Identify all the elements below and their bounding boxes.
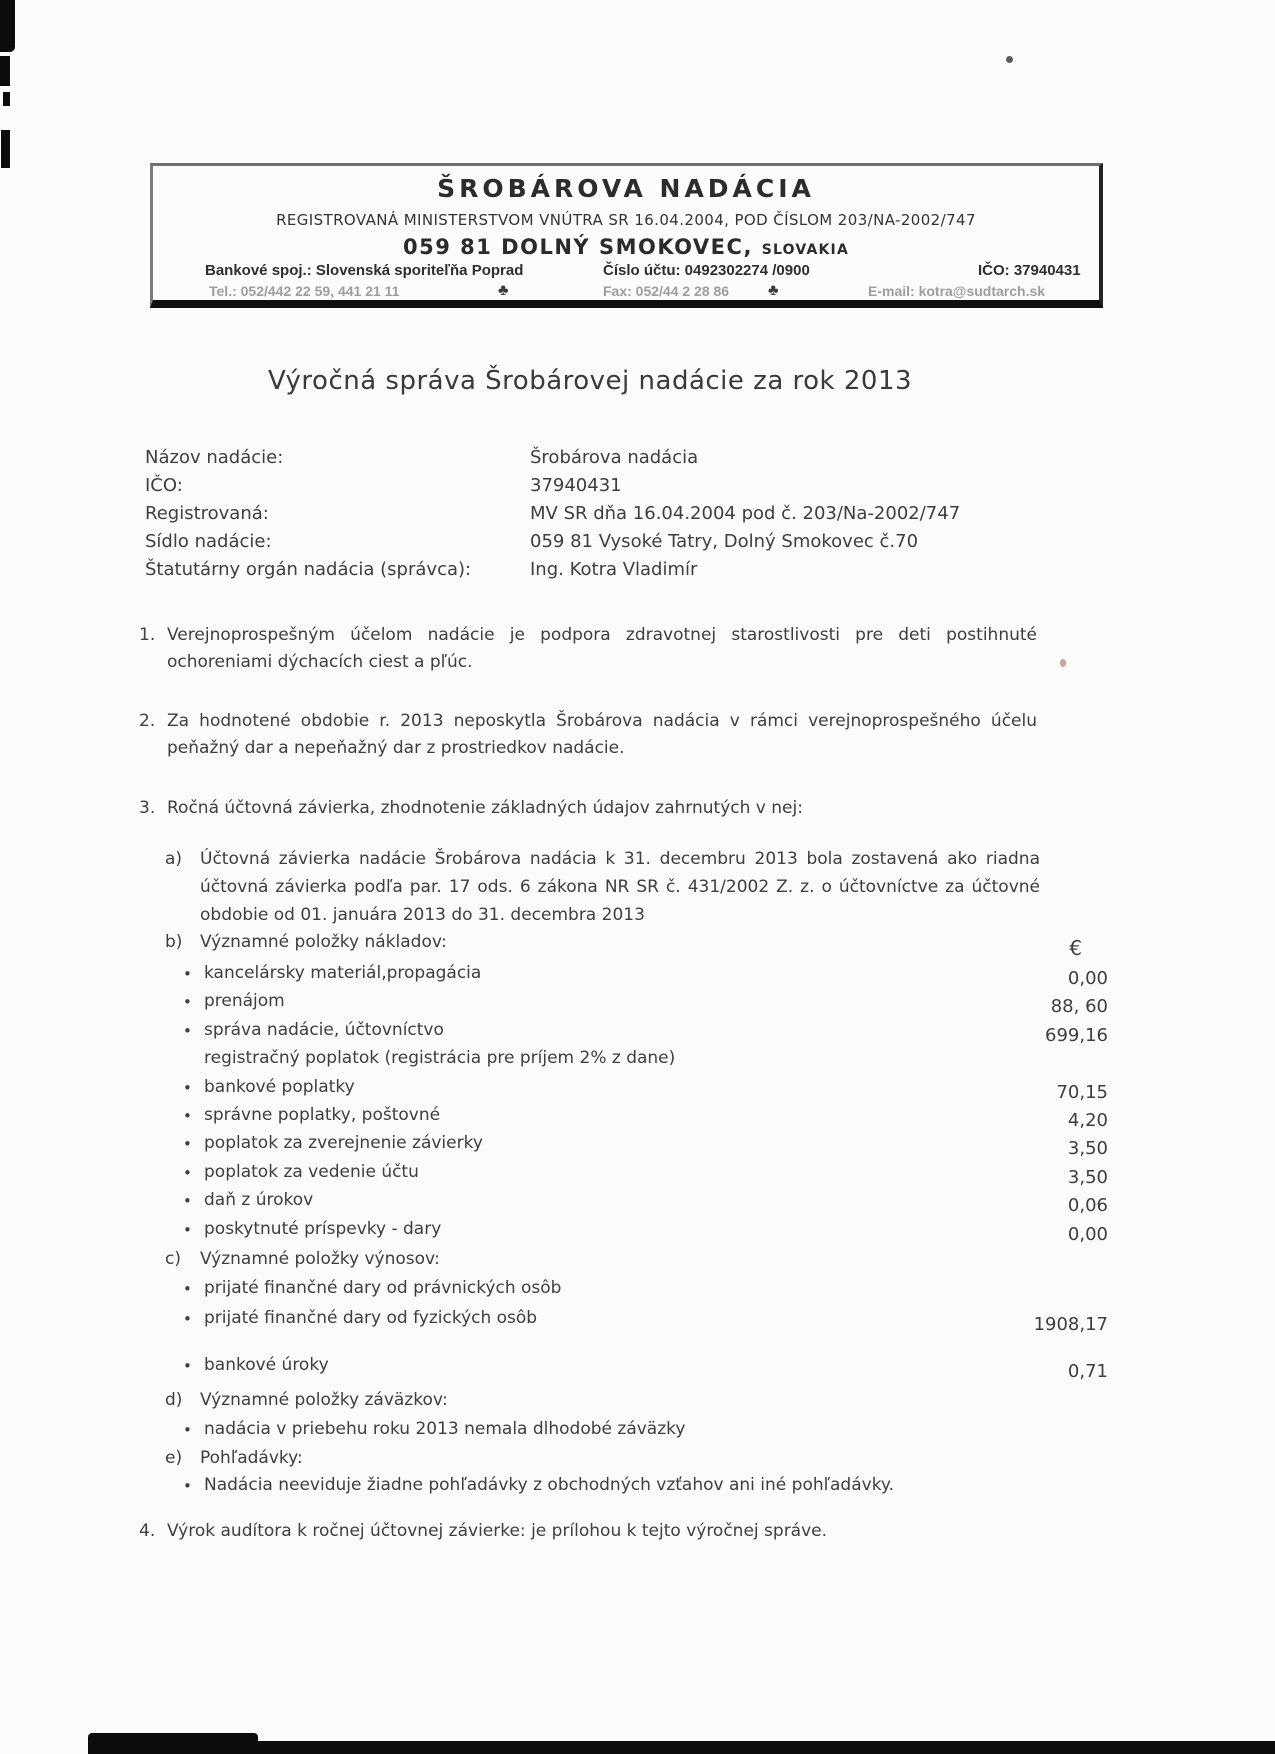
sub-item-c: [165, 1245, 1108, 1273]
bullet-icon: •: [183, 1357, 192, 1375]
bank-info: Bankové spoj.: Slovenská sporiteľňa Poprad: [205, 262, 524, 279]
sub-item-b: [165, 928, 1108, 960]
bullet-icon: •: [183, 1163, 192, 1182]
scan-speck-pink: [1060, 659, 1066, 667]
cost-row: [183, 1017, 1108, 1045]
bullet-icon: •: [183, 965, 192, 983]
account-info: Číslo účtu: 0492302274 /0900: [603, 262, 810, 279]
info-row: [145, 500, 1090, 528]
cost-value: 0,00: [1067, 1223, 1108, 1245]
cost-value: 3,50: [1067, 1166, 1108, 1188]
revenue-row: [183, 1305, 1108, 1335]
item-text: Ročná účtovná závierka, zhodnotenie základných údajov zahrnutých v nej:: [167, 798, 803, 818]
bullet-icon: •: [183, 1220, 192, 1239]
scan-artifact: [0, 0, 15, 52]
sub-item-d: [165, 1386, 1040, 1414]
sub-item-e-bullet: [183, 1472, 1083, 1499]
cost-label: poplatok za zverejnenie závierky: [204, 1133, 483, 1154]
address-line: [153, 235, 1099, 259]
info-row: [145, 444, 1090, 472]
cost-value: 3,50: [1067, 1138, 1108, 1160]
bullet-icon: •: [183, 1477, 192, 1495]
cost-label: bankové poplatky: [204, 1076, 355, 1097]
info-value: Ing. Kotra Vladimír: [530, 559, 698, 580]
list-item-3: [139, 795, 1037, 822]
sub-title: Významné položky výnosov:: [200, 1249, 440, 1269]
revenue-value: 0,71: [1067, 1361, 1108, 1382]
org-name: ŠROBÁROVA NADÁCIA: [437, 174, 815, 203]
cost-row: [183, 1045, 1108, 1073]
info-label: Registrovaná:: [145, 503, 269, 524]
sub-title: Významné položky nákladov:: [200, 932, 447, 952]
revenue-label: prijaté finančné dary od právnických osôb: [204, 1278, 562, 1298]
costs-list: [183, 960, 1108, 1244]
bullet-icon: •: [183, 1135, 192, 1154]
info-label: Sídlo nadácie:: [145, 531, 272, 552]
address-country: SLOVAKIA: [761, 242, 849, 258]
cost-label: poplatok za vedenie účtu: [204, 1161, 419, 1182]
scan-artifact: [0, 56, 10, 86]
revenue-row-interest: [183, 1352, 1108, 1382]
cost-value: 0,00: [1067, 968, 1108, 989]
info-value: 059 81 Vysoké Tatry, Dolný Smokovec č.70: [530, 531, 919, 552]
info-label: Názov nadácie:: [145, 447, 284, 468]
revenues-list: [183, 1275, 1108, 1335]
sub-item-a: [165, 845, 1040, 929]
revenue-label: prijaté finančné dary od fyzických osôb: [204, 1308, 538, 1328]
sub-letter: e): [165, 1448, 183, 1468]
currency-symbol: €: [1069, 936, 1082, 960]
item-number: 4.: [139, 1521, 156, 1541]
item-number: 1.: [139, 625, 156, 645]
cost-value: 0,06: [1067, 1195, 1108, 1217]
list-item-2: [139, 708, 1037, 762]
item-text: Verejnoprospešným účelom nadácie je podpora zdravotnej starostlivosti pre deti postihnuté ochoreniami dýchacích ciest a pľúc.: [167, 625, 1037, 672]
bullet-icon: •: [183, 1280, 192, 1298]
cost-row: [183, 960, 1108, 988]
cost-value: 699,16: [1045, 1024, 1108, 1046]
bullet-icon: •: [183, 1310, 192, 1328]
cost-row: [183, 1159, 1108, 1187]
sub-item-d-bullet: [183, 1416, 1063, 1443]
scan-artifact: [88, 1741, 1275, 1754]
sub-letter: c): [165, 1249, 181, 1269]
item-text: Za hodnotené obdobie r. 2013 neposkytla Šrobárova nadácia v rámci verejnoprospešného účelu peňažný dar a nepeňažný dar z prostriedkov nadácie.: [167, 711, 1037, 758]
info-label: IČO:: [145, 475, 183, 496]
club-icon: ♣: [498, 282, 509, 299]
cost-row: [183, 1216, 1108, 1244]
bullet-icon: •: [183, 1192, 192, 1211]
cost-label: správne poplatky, poštovné: [204, 1104, 441, 1125]
cost-row: [183, 1187, 1108, 1215]
scan-speck: [1006, 56, 1013, 63]
item-number: 3.: [139, 798, 156, 818]
cost-row: [183, 1074, 1108, 1102]
cost-label: správa nadácie, účtovníctvo: [204, 1019, 444, 1040]
cost-row: [183, 1130, 1108, 1158]
club-icon: ♣: [768, 282, 779, 299]
ico-info: IČO: 37940431: [978, 262, 1081, 279]
cost-label: poskytnuté príspevky - dary: [204, 1218, 442, 1239]
cost-value: 88, 60: [1050, 996, 1108, 1018]
info-row: [145, 556, 1090, 584]
cost-row: [183, 988, 1108, 1016]
bullet-text: nadácia v priebehu roku 2013 nemala dlhodobé záväzky: [204, 1419, 686, 1439]
fax-info: Fax: 052/44 2 28 86: [603, 283, 730, 299]
scan-artifact: [3, 92, 10, 106]
info-value: 37940431: [530, 475, 622, 496]
scan-artifact: [1, 130, 10, 168]
bullet-text: Nadácia neeviduje žiadne pohľadávky z obchodných vzťahov ani iné pohľadávky.: [204, 1475, 894, 1495]
tel-info: Tel.: 052/442 22 59, 441 21 11: [209, 283, 400, 299]
info-row: [145, 472, 1090, 500]
cost-value: 70,15: [1056, 1081, 1108, 1103]
registration-line: REGISTROVANÁ MINISTERSTVOM VNÚTRA SR 16.04.2004, POD ČÍSLOM 203/NA-2002/747: [276, 211, 976, 229]
info-label: Štatutárny orgán nadácia (správca):: [145, 559, 472, 580]
sub-text: Účtovná závierka nadácie Šrobárova nadácia k 31. decembru 2013 bola zostavená ako riadna účtovná závierka podľa par. 17 ods. 6 zákona NR SR č. 431/2002 Z. z. o účtovníctve za účtovné obdobie od 01. januára 2013 do 31. decembra 2013: [200, 849, 1040, 925]
list-item-1: [139, 622, 1037, 676]
foundation-info-table: [145, 444, 1090, 584]
revenue-value: 1908,17: [1033, 1314, 1108, 1335]
cost-label: daň z úrokov: [204, 1190, 314, 1211]
item-number: 2.: [139, 711, 156, 731]
sub-item-e: [165, 1444, 1040, 1472]
bullet-icon: •: [183, 993, 192, 1012]
cost-label: prenájom: [204, 991, 285, 1012]
cost-value: 4,20: [1067, 1109, 1108, 1131]
revenue-row: [183, 1275, 1108, 1305]
bullet-icon: •: [183, 1078, 192, 1097]
sub-letter: d): [165, 1390, 183, 1410]
bullet-icon: •: [183, 1106, 192, 1125]
sub-title: Pohľadávky:: [200, 1448, 303, 1468]
bullet-icon: •: [183, 1421, 192, 1439]
report-title: Výročná správa Šrobárovej nadácie za rok 2013: [267, 366, 913, 396]
info-value: MV SR dňa 16.04.2004 pod č. 203/Na-2002/747: [530, 503, 961, 524]
sub-letter: b): [165, 932, 183, 952]
revenue-label: bankové úroky: [204, 1355, 329, 1375]
cost-row: [183, 1102, 1108, 1130]
address-city: 059 81 DOLNÝ SMOKOVEC,: [403, 235, 753, 259]
list-item-4: [139, 1518, 1079, 1545]
bullet-icon: •: [183, 1021, 192, 1040]
item-text: Výrok audítora k ročnej účtovnej závierke: je prílohou k tejto výročnej správe.: [167, 1521, 828, 1541]
letterhead-box: [150, 163, 1103, 308]
sub-letter: a): [165, 849, 183, 869]
email-info: E-mail: kotra@sudtarch.sk: [868, 283, 1046, 299]
cost-label: kancelársky materiál,propagácia: [204, 963, 482, 983]
sub-title: Významné položky záväzkov:: [200, 1390, 448, 1410]
info-value: Šrobárova nadácia: [530, 447, 699, 468]
cost-label: registračný poplatok (registrácia pre príjem 2% z dane): [204, 1048, 676, 1069]
info-row: [145, 528, 1090, 556]
